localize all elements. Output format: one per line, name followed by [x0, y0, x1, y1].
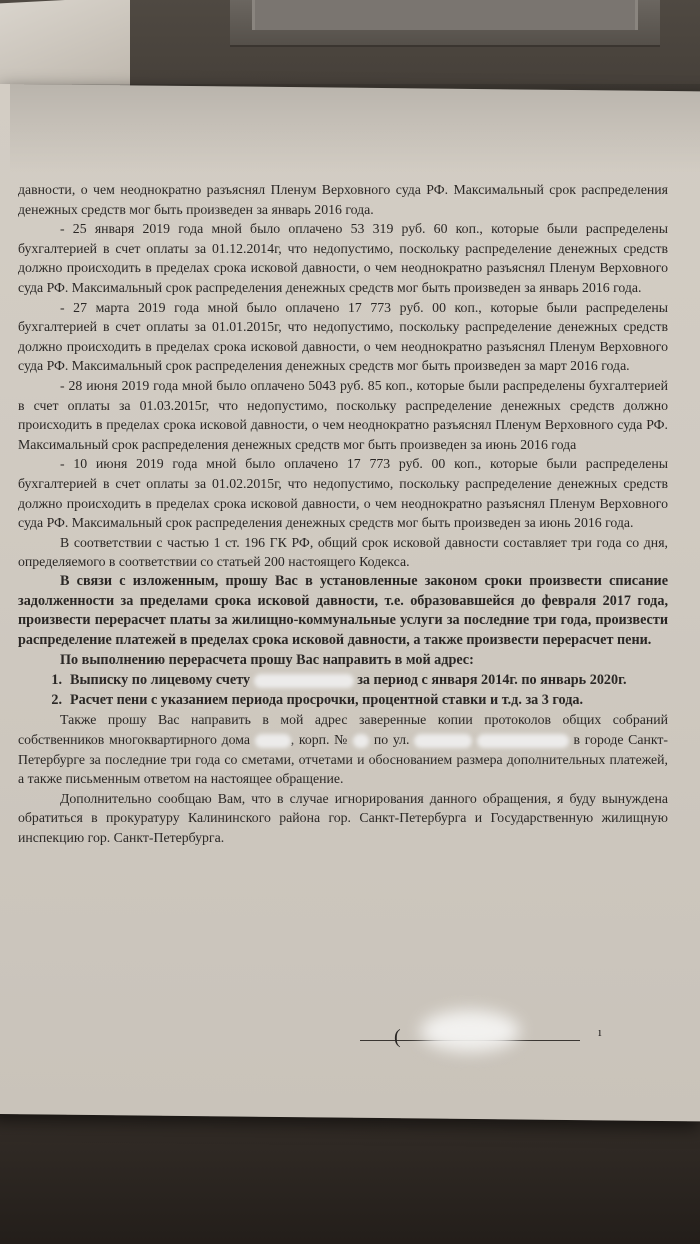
- list-item-penalty: [18, 691, 668, 711]
- signature-area: [360, 1010, 620, 1080]
- list-number: 2.: [51, 691, 62, 708]
- redacted-street: [414, 734, 472, 748]
- paragraph-request: В связи с изложенным, прошу Вас в установленные законом сроки произвести списание задолженности за пределами срока исковой давности, т.е. образовавшейся до февраля 2017 года, произвести перерасчет платы за жилищно-коммунальные услуги за последние три года, произвести распределение платежей в пределах срока исковой давности, а также произвести перерасчет пени.: [18, 572, 668, 649]
- list-item-text-part: за период с января 2014г. по январь 2020г.: [357, 671, 627, 688]
- text-part: по ул.: [373, 732, 410, 748]
- list-number: 1.: [51, 671, 62, 688]
- signature-tail-icon: ı: [598, 1024, 602, 1039]
- paper-shadow: [10, 84, 700, 174]
- redacted-building: [353, 734, 369, 748]
- text-part: Также прошу Вас направить в мой адрес заверенные копии протоколов общих собраний собственников многоквартирного дома: [18, 712, 668, 748]
- text-part: в городе Санкт-Петербурге за последние три года со сметами, отчетами и обоснованием размера дополнительных платежей, а также письменным ответом на настоящее обращение.: [18, 732, 669, 787]
- paragraph-payment-mar: - 27 марта 2019 года мной было оплачено 17 773 руб. 00 коп., которые были распределены бухгалтерией в счет оплаты за 01.01.2015г, что недопустимо, поскольку распределение денежных средств должно происходить в пределах срока исковой давности, о чем неоднократно разъяснял Пленум Верховного суда РФ. Максимальный срок распределения денежных средств мог быть произведен за март 2016 года.: [18, 299, 668, 374]
- paragraph-protocols: [18, 710, 668, 788]
- redacted-house: [255, 734, 291, 748]
- paragraph-send-request: По выполнению перерасчета прошу Вас направить в мой адрес:: [60, 652, 474, 669]
- list-item-text: Расчет пени с указанием периода просрочки, процентной ставки и т.д. за 3 года.: [70, 691, 584, 708]
- redacted-street-2: [477, 734, 569, 748]
- background-frame-inner: [252, 0, 638, 30]
- paragraph-payment-jan: - 25 января 2019 года мной было оплачено 53 319 руб. 60 коп., которые были распределены бухгалтерией в счет оплаты за 01.12.2014г, что недопустимо, поскольку распределение денежных средств должно происходить в пределах срока исковой давности, о чем неоднократно разъяснял Пленум Верховного суда РФ. Максимальный срок распределения денежных средств мог быть произведен за январь 2016 года.: [18, 221, 668, 295]
- paragraph-payment-jun10: - 10 июня 2019 года мной было оплачено 17 773 руб. 00 коп., которые были распределены бухгалтерией в счет оплаты за 01.02.2015г, что недопустимо, поскольку распределение денежных средств должно происходить в пределах срока исковой давности, о чем неоднократно разъяснял Пленум Верховного суда РФ. Максимальный срок распределения денежных средств мог быть произведен за июнь 2016 года.: [18, 456, 668, 531]
- paragraph-warning: Дополнительно сообщаю Вам, что в случае игнорирования данного обращения, я буду вынуждена обратиться в прокуратуру Калининского района гор. Санкт-Петербурга и Государственную жилищную инспекцию гор. Санкт-Петербурга.: [18, 790, 668, 846]
- list-item-statement: [18, 671, 668, 691]
- signature-stroke-icon: (: [394, 1026, 401, 1048]
- text-part: , корп. №: [290, 732, 349, 748]
- list-item-text: [70, 671, 668, 691]
- list-item-text-part: Выписку по лицевому счету: [70, 671, 251, 688]
- redacted-account: [254, 674, 354, 688]
- document-body: [18, 180, 668, 848]
- redacted-signature: [420, 1010, 520, 1052]
- paragraph-payment-jun28: - 28 июня 2019 года мной было оплачено 5043 руб. 85 коп., которые были распределены бухгалтерией в счет оплаты за 01.03.2015г, что недопустимо, поскольку распределение денежных средств должно происходить в пределах срока исковой давности, о чем неоднократно разъяснял Пленум Верховного суда РФ. Максимальный срок распределения денежных средств мог быть произведен за июнь 2016 года: [18, 377, 668, 452]
- paragraph: давности, о чем неоднократно разъяснял Пленум Верховного суда РФ. Максимальный срок распределения денежных средств мог быть произведен за январь 2016 года.: [18, 182, 668, 217]
- paragraph-law-reference: В соответствии с частью 1 ст. 196 ГК РФ, общий срок исковой давности составляет три года со дня, определяемого в соответствии со статьей 200 настоящего Кодекса.: [18, 534, 668, 570]
